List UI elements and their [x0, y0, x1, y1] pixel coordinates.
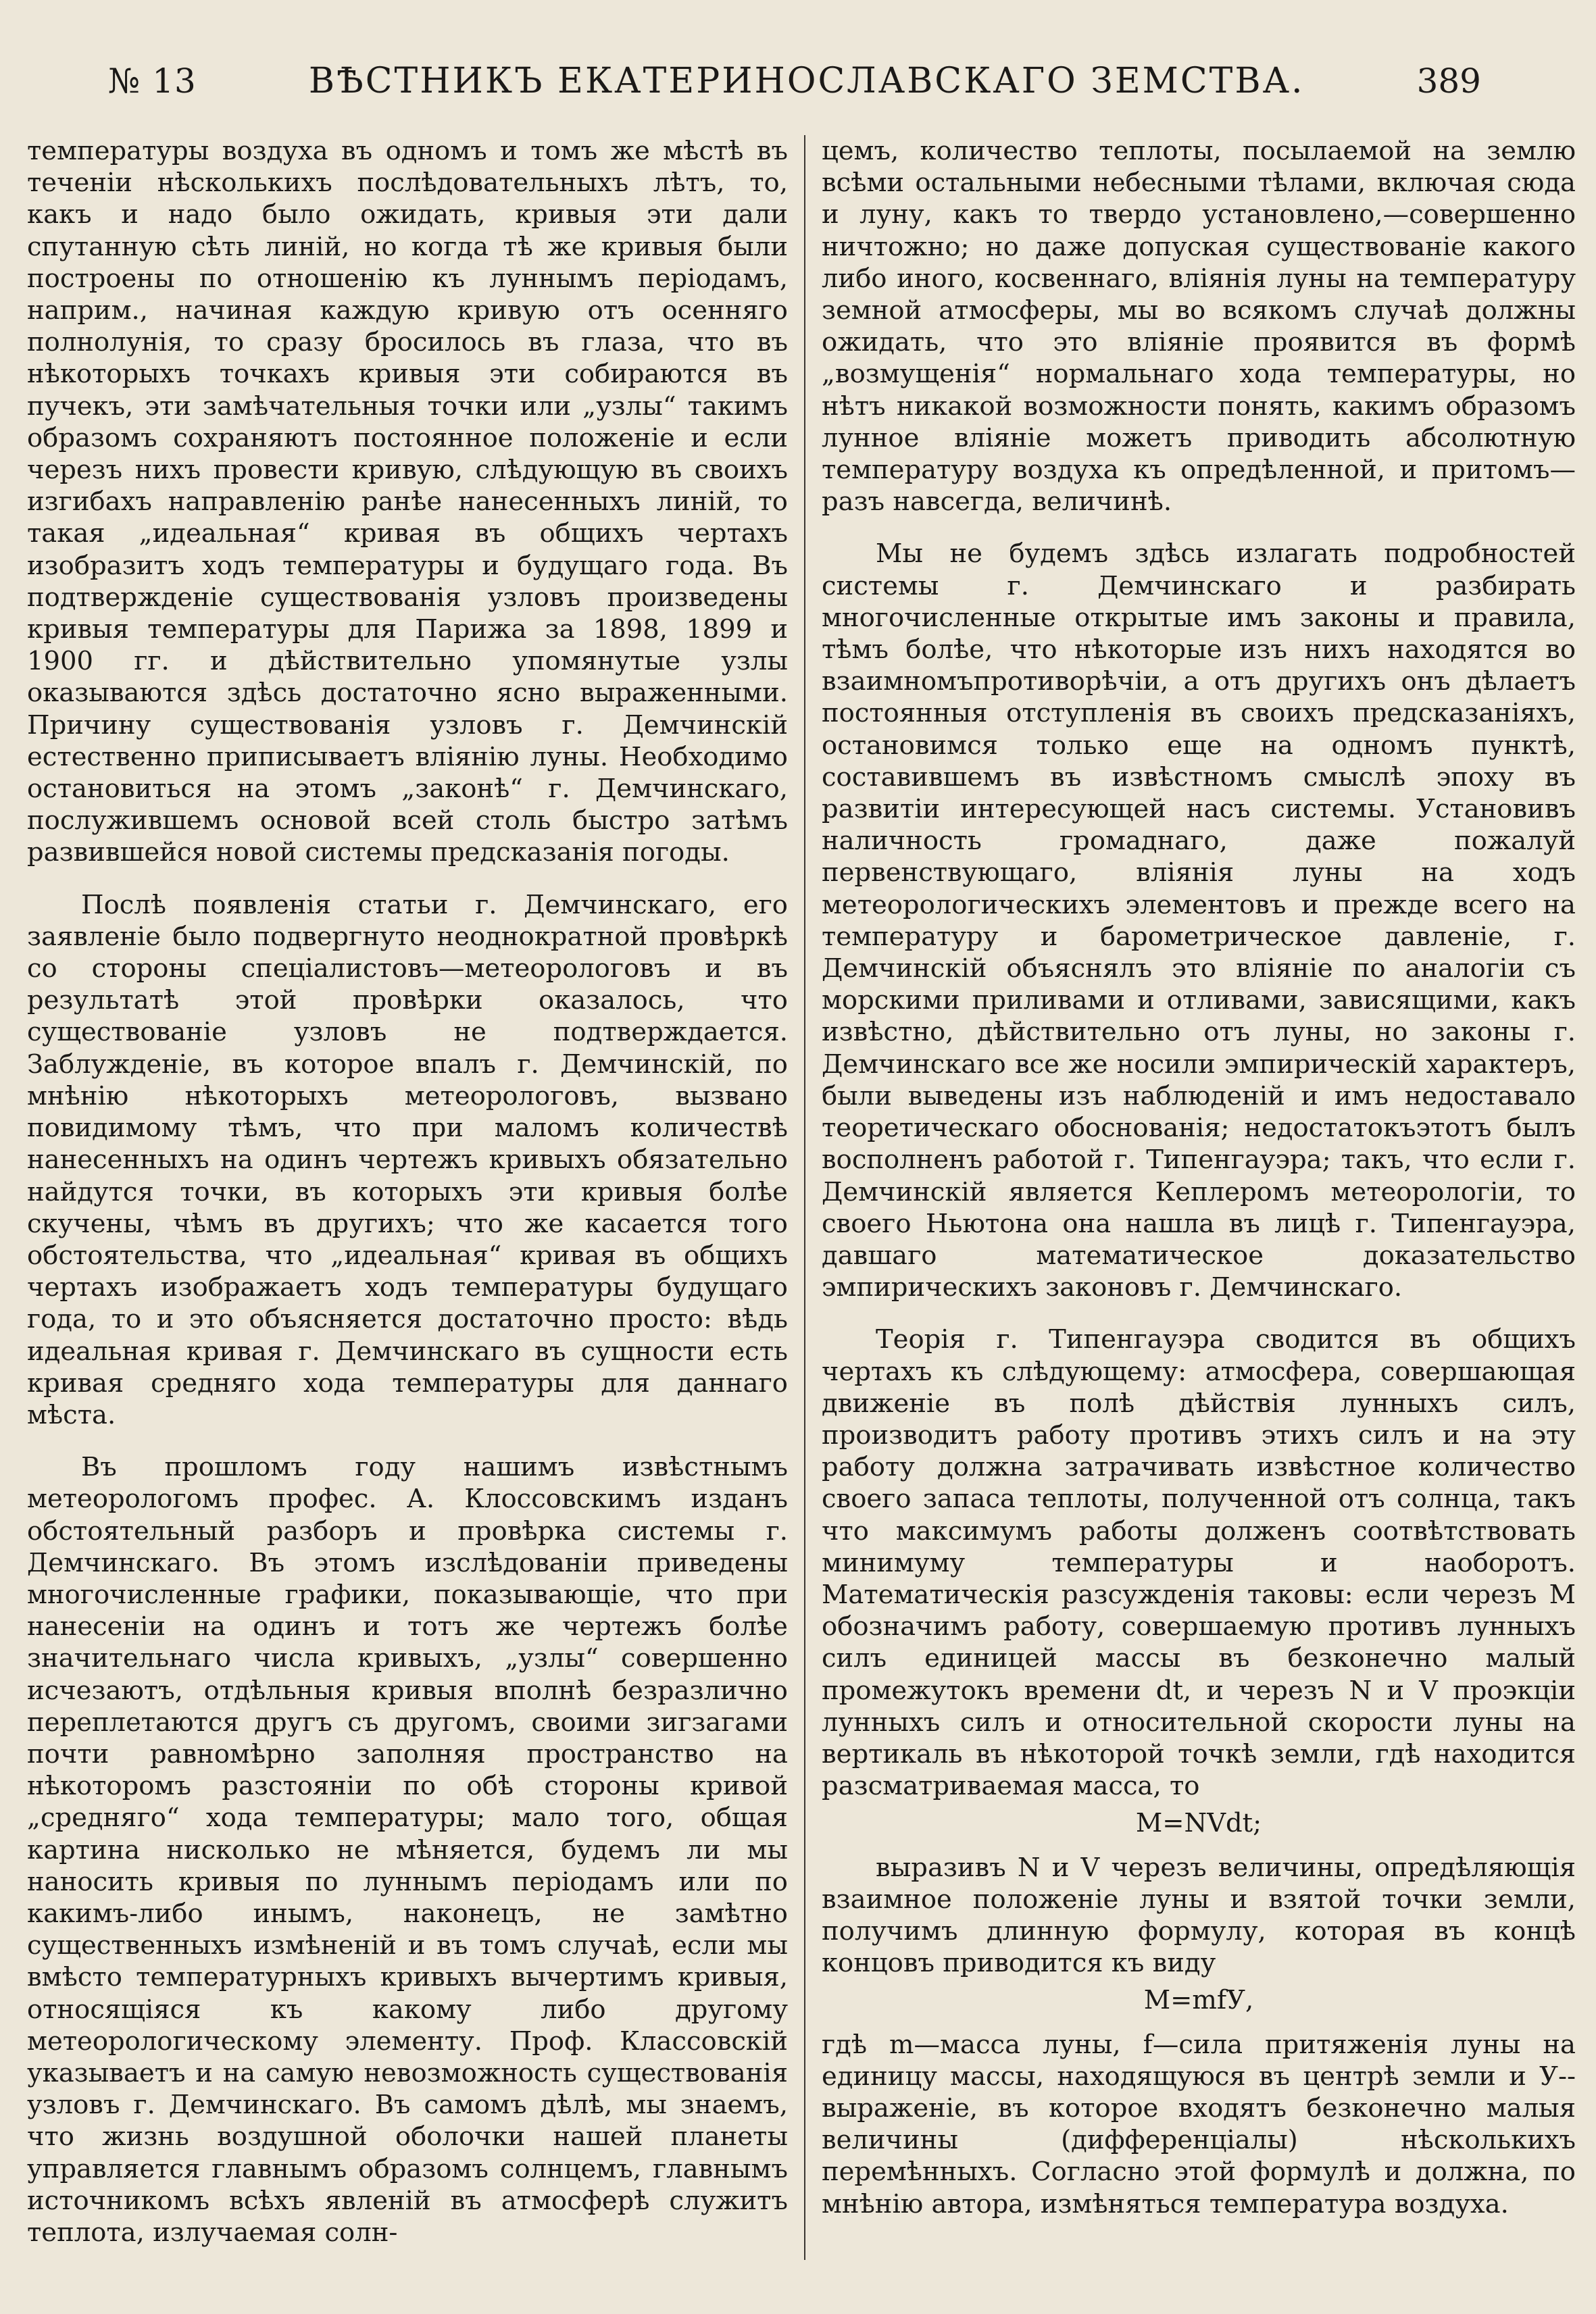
paragraph: цемъ, количество теплоты, посылаемой на землю всѣми остальными небесными тѣлами, включая сюда и луну, какъ то твердо установлено,—совершенно ничтожно; но даже допуская существованіе какого либо иного, косвеннаго, вліянія луны на температуру земной атмосферы, мы во всякомъ случаѣ должны ожидать, что это вліяніе проявится въ формѣ „возмущенія“ нормальнаго хода температуры, но нѣтъ никакой возможности понять, какимъ образомъ лунное вліяніе можетъ приводить абсолютную температуру воздуха къ опредѣленной, и притомъ—разъ навсегда, величинѣ. [821, 136, 1576, 518]
paragraph: Мы не будемъ здѣсь излагать подробностей системы г. Демчинскаго и разбирать многочисленные открытые имъ законы и правила, тѣмъ болѣе, что нѣкоторые изъ нихъ находятся во взаимномъпротиворѣчіи, а отъ другихъ онъ дѣлаетъ постоянныя отступленія въ своихъ предсказаніяхъ, остановимся только еще на одномъ пунктѣ, составившемъ въ извѣстномъ смыслѣ эпоху въ развитіи интересующей насъ системы. Установивъ наличность громаднаго, даже пожалуй первенствующаго, вліянія луны на ходъ метеорологическихъ элементовъ и прежде всего на температуру и барометрическое давленіе, г. Демчинскій объяснялъ это вліяніе по аналогіи съ морскими приливами и отливами, зависящими, какъ извѣстно, дѣйствительно отъ луны, но законы г. Демчинскаго все же носили эмпирическій характеръ, были выведены изъ наблюденій и имъ недоставало теоретическаго обоснованія; недостатокъэтотъ былъ восполненъ работой г. Типенгауэра; такъ, что если г. Демчинскій является Кеплеромъ метеорологіи, то своего Ньютона она нашла въ лицѣ г. Типенгауэра, давшаго математическое доказательство эмпирическихъ законовъ г. Демчинскаго. [821, 538, 1576, 1303]
right-column [808, 135, 1582, 2260]
paragraph: гдѣ m—масса луны, f—сила притяженія луны на единицу массы, находящуюся въ центрѣ земли и У--выраженіе, въ которое входятъ безконечно малыя величины (дифференціалы) нѣсколькихъ перемѣнныхъ. Согласно этой формулѣ и должна, по мнѣнію автора, измѣняться температура воздуха. [821, 2029, 1576, 2219]
formula: M=mfУ, [1143, 1985, 1254, 2016]
issue-number: № 13 [108, 61, 197, 101]
column-divider [804, 135, 805, 2260]
paragraph: Послѣ появленія статьи г. Демчинскаго, его заявленіе было подвергнуто неоднократной провѣркѣ со стороны спеціалистовъ—метеорологовъ и въ результатѣ этой провѣрки оказалось, что существованіе узловъ не подтверждается. Заблужденіе, въ которое впалъ г. Демчинскій, по мнѣнію нѣкоторыхъ метеорологовъ, вызвано повидимому тѣмъ, что при маломъ количествѣ нанесенныхъ на одинъ чертежъ кривыхъ обязательно найдутся точки, въ которыхъ эти кривыя болѣе скучены, чѣмъ въ другихъ; что же касается того обстоятельства, что „идеальная“ кривая въ общихъ чертахъ изображаетъ ходъ температуры будущаго года, то и это объясняется достаточно просто: вѣдь идеальная кривая г. Демчинскаго въ сущности есть кривая средняго хода температуры для даннаго мѣста. [27, 889, 788, 1430]
formula: M=NVdt; [1135, 1808, 1262, 1839]
page-header [41, 47, 1555, 115]
text-columns [27, 135, 1582, 2260]
paragraph: Въ прошломъ году нашимъ извѣстнымъ метеорологомъ профес. А. Клоссовскимъ изданъ обстоятельный разборъ и провѣрка системы г. Демчинскаго. Въ этомъ изслѣдованіи приведены многочисленные графики, показывающіе, что при нанесеніи на одинъ и тотъ же чертежъ болѣе значительнаго числа кривыхъ, „узлы“ совершенно исчезаютъ, отдѣльныя кривыя вполнѣ безразлично переплетаются другъ съ другомъ, своими зигзагами почти равномѣрно заполняя пространство на нѣкоторомъ разстояніи по обѣ стороны кривой „средняго“ хода температуры; мало того, общая картина нисколько не мѣняется, будемъ ли мы наносить кривыя по луннымъ періодамъ или по какимъ-либо инымъ, наконецъ, не замѣтно существенныхъ измѣненій и въ томъ случаѣ, если мы вмѣсто температурныхъ кривыхъ вычертимъ кривыя, относящіяся къ какому либо другому метеорологическому элементу. Проф. Классовскій указываетъ и на самую невозможность существованія узловъ г. Демчинскаго. Въ самомъ дѣлѣ, мы знаемъ, что жизнь воздушной оболочки нашей планеты управляется главнымъ образомъ солнцемъ, главнымъ источникомъ всѣхъ явленій въ атмосферѣ служитъ теплота, излучаемая солн- [27, 1452, 788, 2248]
paragraph: температуры воздуха въ одномъ и томъ же мѣстѣ въ теченіи нѣсколькихъ послѣдовательныхъ лѣтъ, то, какъ и надо было ожидать, кривыя эти дали спутанную сѣть линій, но когда тѣ же кривыя были построены по отношенію къ луннымъ періодамъ, наприм., начиная каждую кривую отъ осенняго полнолунія, то сразу бросилось въ глаза, что въ нѣкоторыхъ точкахъ кривыя эти собираются въ пучекъ, эти замѣчательныя точки или „узлы“ такимъ образомъ сохраняютъ постоянное положеніе и если черезъ нихъ провести кривую, слѣдующую въ своихъ изгибахъ направленію ранѣе нанесенныхъ линій, то такая „идеальная“ кривая въ общихъ чертахъ изобразитъ ходъ температуры и будущаго года. Въ подтвержденіе существованія узловъ произведены кривыя температуры для Парижа за 1898, 1899 и 1900 гг. и дѣйствительно упомянутые узлы оказываются здѣсь достаточно ясно выраженными. Причину существованія узловъ г. Демчинскій естественно приписываетъ вліянію луны. Необходимо остановиться на этомъ „законѣ“ г. Демчинскаго, послужившемъ основой всей столь быстро затѣмъ развившейся новой системы предсказанія погоды. [27, 136, 788, 868]
paragraph: Теорія г. Типенгауэра сводится въ общихъ чертахъ къ слѣдующему: атмосфера, совершающая движеніе въ полѣ дѣйствія лунныхъ силъ, производитъ работу противъ этихъ силъ и на эту работу должна затрачивать извѣстное количество своего запаса теплоты, полученной отъ солнца, такъ что максимумъ работы долженъ соотвѣтствовать минимуму температуры и наоборотъ. Математическія разсужденія таковы: если черезъ М обозначимъ работу, совершаемую противъ лунныхъ силъ единицей массы въ безконечно малый промежутокъ времени dt, и черезъ N и V проэкціи лунныхъ силъ и относительной скорости луны на вертикаль въ нѣкоторой точкѣ земли, гдѣ находится разсматриваемая масса, то [821, 1324, 1576, 1802]
page-number: 389 [1416, 61, 1481, 101]
journal-title: ВѢСТНИКЪ ЕКАТЕРИНОСЛАВСКАГО ЗЕМСТВА. [308, 61, 1305, 101]
paragraph: выразивъ N и V черезъ величины, опредѣляющія взаимное положеніе луны и взятой точки земли, получимъ длинную формулу, которая въ концѣ концовъ приводится къ виду [821, 1852, 1576, 1979]
left-column [27, 135, 801, 2260]
